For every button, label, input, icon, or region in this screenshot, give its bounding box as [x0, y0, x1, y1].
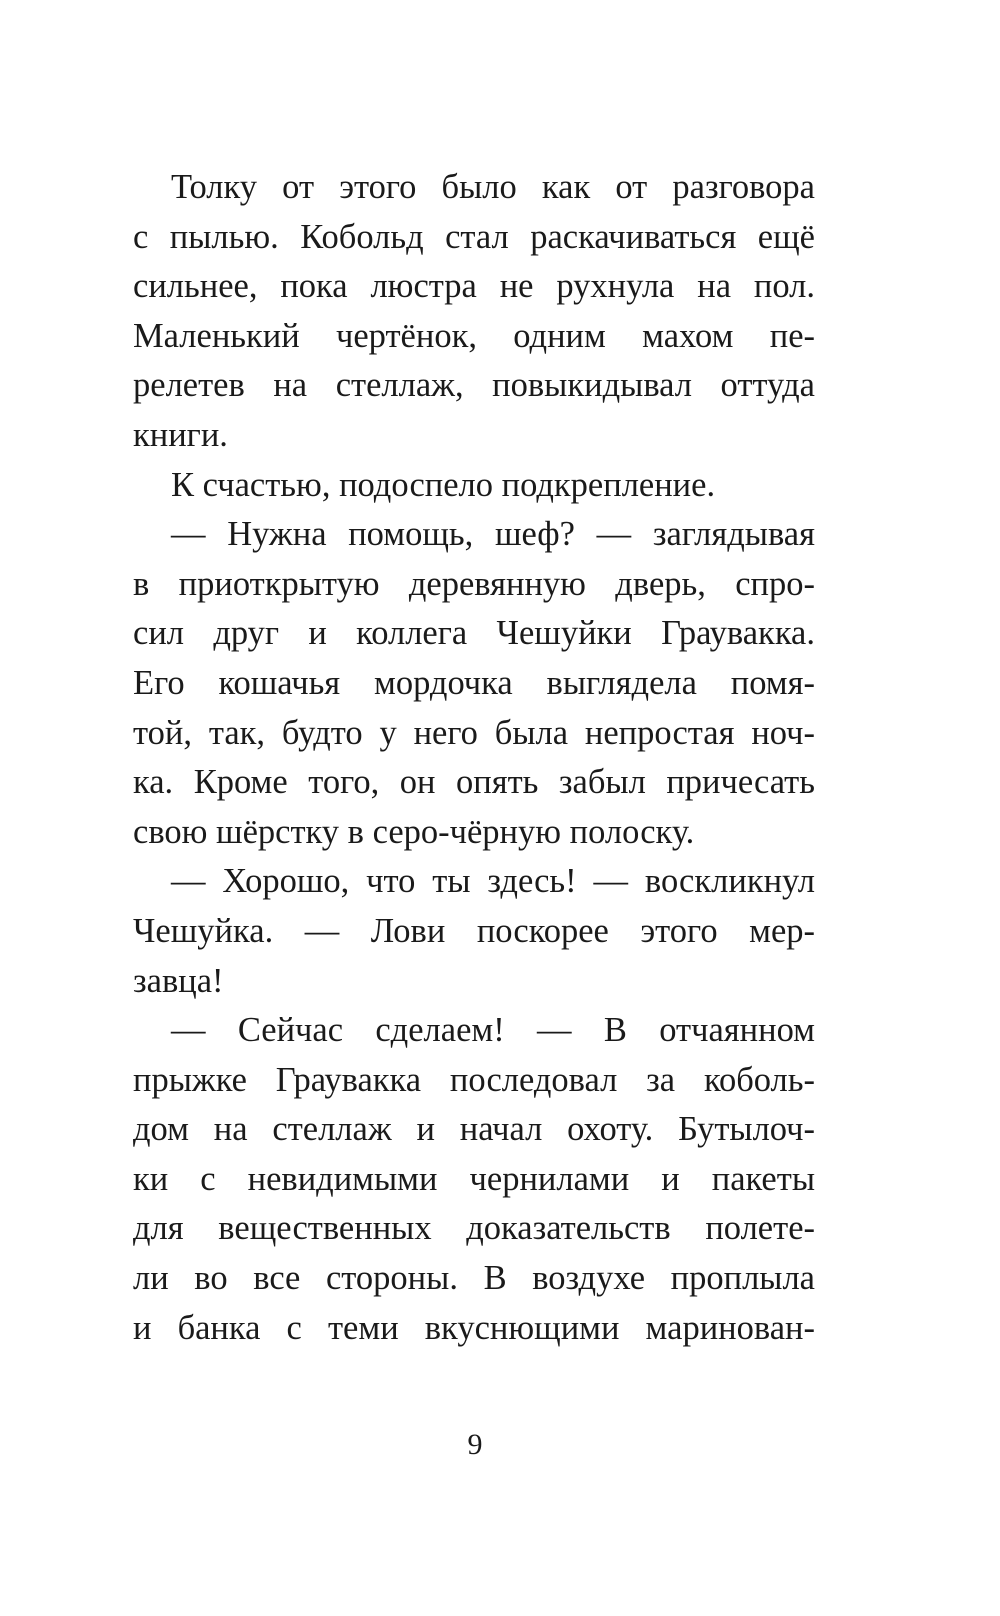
- page-number: 9: [467, 1428, 483, 1461]
- text-line: ли во все стороны. В воздухе проплыла: [133, 1259, 815, 1298]
- text-line: в приоткрытую деревянную дверь, спро-: [133, 564, 815, 603]
- text-line: Маленький чертёнок, одним махом пе-: [133, 316, 815, 355]
- text-line: для вещественных доказательств полете-: [133, 1209, 815, 1248]
- text-line: свою шёрстку в серо-чёрную полоску.: [133, 812, 695, 851]
- text-line: сил друг и коллега Чешуйки Граувакка.: [133, 614, 815, 653]
- text-line: Чешуйка. — Лови поскорее этого мер-: [133, 911, 815, 950]
- text-line: — Хорошо, что ты здесь! — воскликнул: [171, 862, 815, 901]
- text-line: К счастью, подоспело подкрепление.: [171, 465, 716, 504]
- text-line: — Сейчас сделаем! — В отчаянном: [171, 1011, 815, 1050]
- text-line: прыжке Граувакка последовал за коболь-: [133, 1060, 815, 1099]
- text-line: ка. Кроме того, он опять забыл причесать: [133, 763, 815, 802]
- text-line: релетев на стеллаж, повыкидывал оттуда: [133, 366, 815, 405]
- text-line: Толку от этого было как от разговора: [171, 168, 815, 206]
- text-line: с пылью. Кобольд стал раскачиваться ещё: [133, 217, 815, 256]
- text-line: сильнее, пока люстра не рухнула на пол.: [133, 267, 815, 306]
- book-text: [133, 163, 815, 1353]
- text-line: завца!: [133, 961, 224, 1000]
- text-line: той, так, будто у него была непростая ноч-: [133, 713, 815, 752]
- text-line: и банка с теми вкуснющими маринован-: [133, 1308, 815, 1347]
- text-line: дом на стеллаж и начал охоту. Бутылоч-: [133, 1110, 815, 1149]
- text-line: книги.: [133, 415, 228, 454]
- text-line: — Нужна помощь, шеф? — заглядывая: [171, 515, 815, 554]
- text-line: ки с невидимыми чернилами и пакеты: [133, 1159, 815, 1198]
- text-line: Его кошачья мордочка выглядела помя-: [133, 663, 815, 702]
